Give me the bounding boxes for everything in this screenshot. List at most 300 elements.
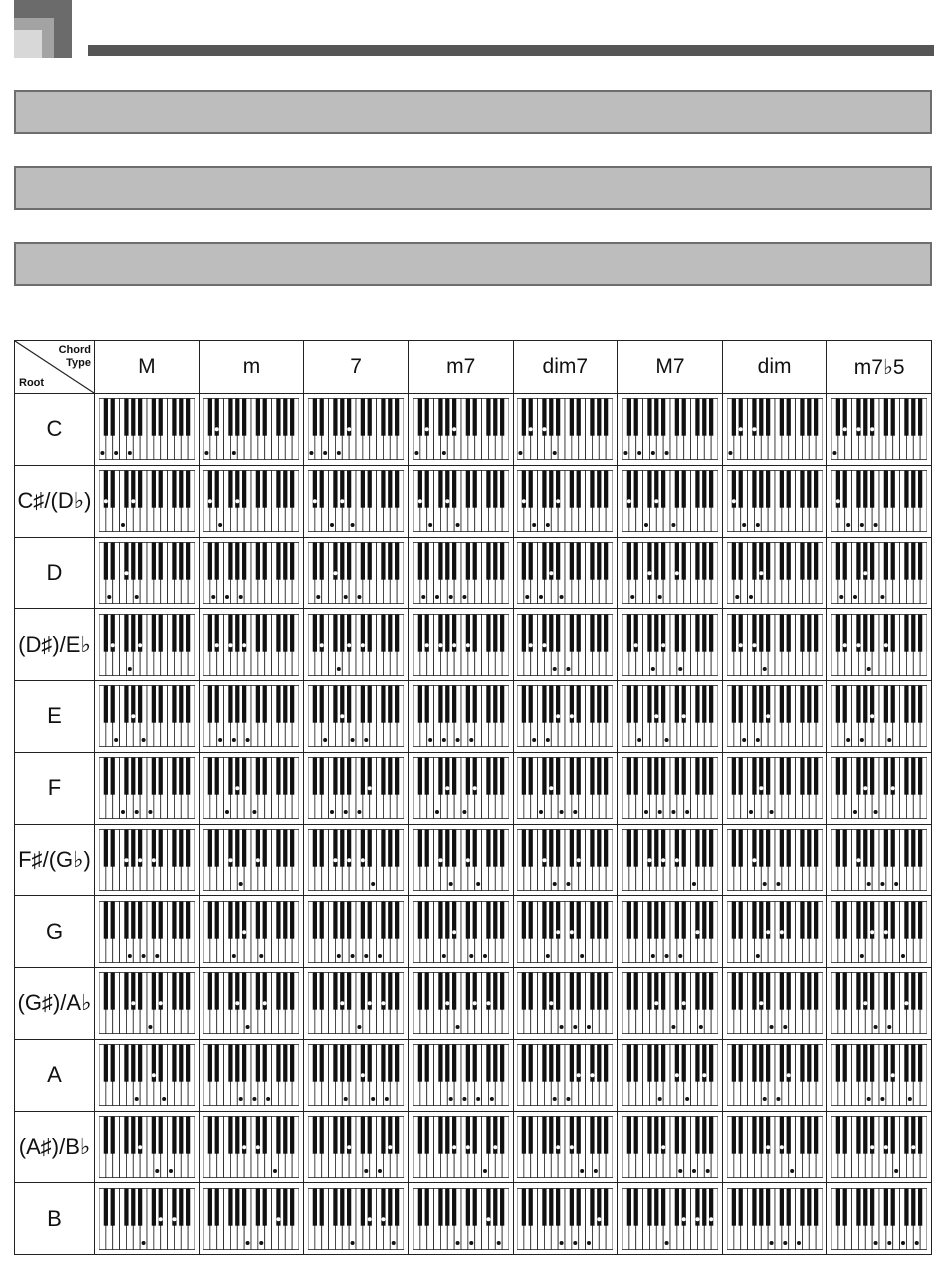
chord-note-dot <box>567 1097 571 1101</box>
black-key <box>654 614 658 651</box>
chord-note-dot <box>442 954 446 958</box>
chord-diagram-cell <box>95 681 200 753</box>
black-key <box>347 901 351 938</box>
black-key <box>856 1188 860 1225</box>
keyboard-diagram <box>413 1116 509 1178</box>
chord-note-dot <box>124 858 128 862</box>
keyboard-diagram <box>203 829 299 891</box>
chord-note-dot <box>543 858 547 862</box>
chord-diagram-cell <box>408 1111 513 1183</box>
keyboard-diagram <box>413 1044 509 1106</box>
keyboard-diagram <box>831 1116 927 1178</box>
black-key <box>381 1116 385 1153</box>
chord-note-dot <box>111 643 115 647</box>
black-key <box>604 542 608 579</box>
black-key <box>556 829 560 866</box>
chord-note-dot <box>675 858 679 862</box>
black-key <box>445 829 449 866</box>
black-key <box>597 471 601 508</box>
chord-type-header: m <box>199 341 304 394</box>
black-key <box>522 686 526 723</box>
chord-note-dot <box>779 1145 783 1149</box>
chord-diagram-cell <box>95 394 200 466</box>
black-key <box>465 686 469 723</box>
black-key <box>884 829 888 866</box>
black-key <box>381 758 385 795</box>
black-key <box>388 758 392 795</box>
keyboard-diagram <box>831 901 927 963</box>
black-key <box>277 399 281 436</box>
keyboard-diagram <box>413 901 509 963</box>
black-key <box>577 1116 581 1153</box>
chord-note-dot <box>496 1241 500 1245</box>
chord-note-dot <box>455 523 459 527</box>
black-key <box>172 399 176 436</box>
black-key <box>682 542 686 579</box>
black-key <box>186 1188 190 1225</box>
black-key <box>529 1116 533 1153</box>
black-key <box>731 758 735 795</box>
black-key <box>807 758 811 795</box>
chord-diagram-cell <box>199 896 304 968</box>
chord-diagram-cell <box>513 609 618 681</box>
black-key <box>465 542 469 579</box>
black-key <box>313 686 317 723</box>
chord-diagram-cell <box>199 394 304 466</box>
black-key <box>591 542 595 579</box>
chord-note-dot <box>685 1097 689 1101</box>
black-key <box>104 614 108 651</box>
chord-diagram-cell <box>618 681 723 753</box>
root-name-cell: F♯/(G♭) <box>15 824 95 896</box>
black-key <box>779 1045 783 1082</box>
black-key <box>570 1045 574 1082</box>
black-key <box>654 1188 658 1225</box>
black-key <box>368 901 372 938</box>
black-key <box>110 1045 114 1082</box>
chord-note-dot <box>320 643 324 647</box>
black-key <box>381 686 385 723</box>
black-key <box>800 973 804 1010</box>
black-key <box>800 471 804 508</box>
black-key <box>320 1188 324 1225</box>
black-key <box>290 1188 294 1225</box>
black-key <box>682 614 686 651</box>
chord-note-dot <box>863 1002 867 1006</box>
chord-diagram-cell <box>199 968 304 1040</box>
black-key <box>388 829 392 866</box>
black-key <box>208 1188 212 1225</box>
keyboard-diagram <box>413 685 509 747</box>
chord-note-dot <box>682 1217 686 1221</box>
black-key <box>152 1188 156 1225</box>
black-key <box>472 542 476 579</box>
chord-diagram-cell <box>408 1183 513 1255</box>
black-key <box>549 1188 553 1225</box>
black-key <box>500 399 504 436</box>
black-key <box>333 1045 337 1082</box>
black-key <box>263 686 267 723</box>
black-key <box>110 829 114 866</box>
keyboard-diagram <box>203 1188 299 1250</box>
black-key <box>843 1045 847 1082</box>
chord-note-dot <box>675 571 679 575</box>
keyboard-diagram <box>413 972 509 1034</box>
black-key <box>843 901 847 938</box>
black-key <box>807 399 811 436</box>
black-key <box>695 1045 699 1082</box>
black-key <box>702 758 706 795</box>
chord-note-dot <box>539 595 543 599</box>
chord-diagram-cell <box>95 824 200 896</box>
black-key <box>918 686 922 723</box>
black-key <box>556 399 560 436</box>
keyboard-diagram <box>727 685 823 747</box>
black-key <box>493 901 497 938</box>
chord-note-dot <box>870 428 874 432</box>
black-key <box>786 614 790 651</box>
black-key <box>647 471 651 508</box>
black-key <box>347 1188 351 1225</box>
chord-note-dot <box>752 643 756 647</box>
black-key <box>131 829 135 866</box>
chord-note-dot <box>776 882 780 886</box>
black-key <box>843 758 847 795</box>
chord-note-dot <box>452 930 456 934</box>
chord-note-dot <box>128 451 132 455</box>
black-key <box>368 1116 372 1153</box>
black-key <box>675 399 679 436</box>
keyboard-diagram <box>99 757 195 819</box>
keyboard-diagram <box>831 1044 927 1106</box>
black-key <box>333 758 337 795</box>
black-key <box>884 1045 888 1082</box>
chord-note-dot <box>267 1097 271 1101</box>
black-key <box>731 973 735 1010</box>
black-key <box>290 471 294 508</box>
black-key <box>752 542 756 579</box>
root-name-cell: (G♯)/A♭ <box>15 968 95 1040</box>
black-key <box>229 471 233 508</box>
black-key <box>131 758 135 795</box>
black-key <box>814 973 818 1010</box>
black-key <box>172 614 176 651</box>
chord-note-dot <box>469 738 473 742</box>
black-key <box>277 542 281 579</box>
black-key <box>417 686 421 723</box>
chord-note-dot <box>347 858 351 862</box>
black-key <box>172 901 176 938</box>
root-name-cell: A <box>15 1039 95 1111</box>
chord-note-dot <box>556 499 560 503</box>
chord-note-dot <box>219 738 223 742</box>
keyboard-diagram <box>517 1116 613 1178</box>
chord-note-dot <box>874 810 878 814</box>
chord-note-dot <box>253 1097 257 1101</box>
black-key <box>695 542 699 579</box>
chord-note-dot <box>131 499 135 503</box>
chord-note-dot <box>661 643 665 647</box>
chord-note-dot <box>762 1097 766 1101</box>
black-key <box>856 471 860 508</box>
black-key <box>738 471 742 508</box>
black-key <box>158 829 162 866</box>
black-key <box>277 1116 281 1153</box>
black-key <box>702 614 706 651</box>
black-key <box>179 1116 183 1153</box>
chord-note-dot <box>560 595 564 599</box>
chord-note-dot <box>529 428 533 432</box>
chord-note-dot <box>229 643 233 647</box>
chord-diagram-cell <box>722 1039 827 1111</box>
chord-note-dot <box>438 858 442 862</box>
black-key <box>493 1045 497 1082</box>
chord-note-dot <box>553 882 557 886</box>
black-key <box>522 542 526 579</box>
black-key <box>381 614 385 651</box>
black-key <box>452 758 456 795</box>
chord-note-dot <box>867 882 871 886</box>
chord-note-dot <box>709 1217 713 1221</box>
black-key <box>738 686 742 723</box>
keyboard-diagram <box>622 901 718 963</box>
black-key <box>709 542 713 579</box>
black-key <box>891 901 895 938</box>
chord-note-dot <box>337 451 341 455</box>
chord-note-dot <box>208 499 212 503</box>
keyboard-diagram <box>308 398 404 460</box>
chord-note-dot <box>556 930 560 934</box>
black-key <box>104 399 108 436</box>
chord-row <box>15 1039 932 1111</box>
chord-note-dot <box>239 882 243 886</box>
keyboard-diagram <box>727 542 823 604</box>
black-key <box>904 686 908 723</box>
chord-note-dot <box>556 715 560 719</box>
chord-note-dot <box>658 595 662 599</box>
chord-note-dot <box>654 715 658 719</box>
chord-row <box>15 1183 932 1255</box>
black-key <box>493 1188 497 1225</box>
black-key <box>131 614 135 651</box>
black-key <box>424 1188 428 1225</box>
chord-note-dot <box>759 786 763 790</box>
black-key <box>856 686 860 723</box>
black-key <box>731 399 735 436</box>
chord-note-dot <box>169 1169 173 1173</box>
black-key <box>320 1045 324 1082</box>
black-key <box>438 901 442 938</box>
chord-note-dot <box>598 1217 602 1221</box>
chord-diagram-cell <box>95 896 200 968</box>
black-key <box>179 829 183 866</box>
black-key <box>124 758 128 795</box>
chord-note-dot <box>790 1169 794 1173</box>
chord-note-dot <box>435 595 439 599</box>
black-key <box>333 686 337 723</box>
black-key <box>604 614 608 651</box>
chord-diagram-cell <box>199 1183 304 1255</box>
chord-note-dot <box>135 810 139 814</box>
keyboard-diagram <box>831 972 927 1034</box>
chord-note-dot <box>762 667 766 671</box>
black-key <box>807 1116 811 1153</box>
chord-diagram-cell <box>408 1039 513 1111</box>
chord-diagram-cell <box>199 824 304 896</box>
black-key <box>277 614 281 651</box>
black-key <box>766 758 770 795</box>
chord-note-dot <box>212 595 216 599</box>
black-key <box>284 686 288 723</box>
black-key <box>800 1188 804 1225</box>
chord-note-dot <box>766 1145 770 1149</box>
black-key <box>256 399 260 436</box>
black-key <box>138 686 142 723</box>
black-key <box>417 901 421 938</box>
black-key <box>424 758 428 795</box>
black-key <box>208 542 212 579</box>
chord-note-dot <box>519 451 523 455</box>
section-band-3 <box>14 242 932 286</box>
black-key <box>172 1045 176 1082</box>
black-key <box>263 901 267 938</box>
black-key <box>438 686 442 723</box>
keyboard-diagram <box>203 901 299 963</box>
black-key <box>340 1188 344 1225</box>
black-key <box>884 686 888 723</box>
black-key <box>104 1188 108 1225</box>
chord-row <box>15 681 932 753</box>
chord-note-dot <box>159 1002 163 1006</box>
black-key <box>172 758 176 795</box>
black-key <box>814 901 818 938</box>
black-key <box>597 1116 601 1153</box>
black-key <box>493 614 497 651</box>
black-key <box>911 614 915 651</box>
chord-note-dot <box>100 451 104 455</box>
keyboard-diagram <box>308 1044 404 1106</box>
chord-note-dot <box>522 499 526 503</box>
chord-note-dot <box>567 667 571 671</box>
black-key <box>911 758 915 795</box>
black-key <box>263 1188 267 1225</box>
black-key <box>229 542 233 579</box>
black-key <box>647 614 651 651</box>
black-key <box>110 973 114 1010</box>
black-key <box>731 542 735 579</box>
keyboard-diagram <box>99 614 195 676</box>
black-key <box>800 1116 804 1153</box>
chord-note-dot <box>330 810 334 814</box>
black-key <box>836 614 840 651</box>
black-key <box>186 1045 190 1082</box>
black-key <box>284 614 288 651</box>
black-key <box>263 1045 267 1082</box>
chord-note-dot <box>219 523 223 527</box>
black-key <box>843 686 847 723</box>
chord-note-dot <box>884 930 888 934</box>
black-key <box>179 1188 183 1225</box>
black-key <box>577 686 581 723</box>
chord-note-dot <box>671 810 675 814</box>
black-key <box>256 973 260 1010</box>
chord-diagram-cell <box>304 609 409 681</box>
black-key <box>543 1116 547 1153</box>
keyboard-diagram <box>99 1188 195 1250</box>
chord-note-dot <box>364 954 368 958</box>
chord-diagram-cell <box>513 1111 618 1183</box>
black-key <box>500 686 504 723</box>
black-key <box>320 399 324 436</box>
chord-diagram-cell <box>722 1111 827 1183</box>
chord-note-dot <box>452 428 456 432</box>
chord-note-dot <box>121 810 125 814</box>
black-key <box>229 1188 233 1225</box>
black-key <box>807 471 811 508</box>
black-key <box>884 1188 888 1225</box>
chord-diagram-cell <box>95 465 200 537</box>
chord-note-dot <box>874 523 878 527</box>
black-key <box>340 901 344 938</box>
black-key <box>445 1188 449 1225</box>
black-key <box>570 471 574 508</box>
chord-note-dot <box>860 738 864 742</box>
chord-diagram-cell <box>199 465 304 537</box>
black-key <box>110 686 114 723</box>
black-key <box>800 399 804 436</box>
black-key <box>695 399 699 436</box>
black-key <box>543 686 547 723</box>
chord-note-dot <box>260 1241 264 1245</box>
root-name-cell: E <box>15 681 95 753</box>
chord-note-dot <box>843 428 847 432</box>
black-key <box>131 1116 135 1153</box>
black-key <box>709 471 713 508</box>
chord-note-dot <box>172 1217 176 1221</box>
chord-note-dot <box>665 1241 669 1245</box>
black-key <box>242 1045 246 1082</box>
chord-note-dot <box>550 1002 554 1006</box>
black-key <box>472 1116 476 1153</box>
black-key <box>368 614 372 651</box>
black-key <box>543 1045 547 1082</box>
black-key <box>208 399 212 436</box>
chord-diagram-cell <box>513 465 618 537</box>
black-key <box>529 1188 533 1225</box>
black-key <box>556 758 560 795</box>
black-key <box>759 1045 763 1082</box>
black-key <box>320 973 324 1010</box>
keyboard-diagram <box>203 972 299 1034</box>
black-key <box>445 686 449 723</box>
chord-type-header: dim <box>722 341 827 394</box>
black-key <box>465 471 469 508</box>
chord-diagram-cell <box>722 824 827 896</box>
keyboard-diagram <box>831 829 927 891</box>
black-key <box>863 901 867 938</box>
black-key <box>179 1045 183 1082</box>
black-key <box>779 614 783 651</box>
black-key <box>604 471 608 508</box>
black-key <box>340 758 344 795</box>
black-key <box>870 471 874 508</box>
black-key <box>702 542 706 579</box>
black-key <box>675 1116 679 1153</box>
black-key <box>236 399 240 436</box>
keyboard-diagram <box>517 542 613 604</box>
chord-note-dot <box>647 858 651 862</box>
black-key <box>814 758 818 795</box>
